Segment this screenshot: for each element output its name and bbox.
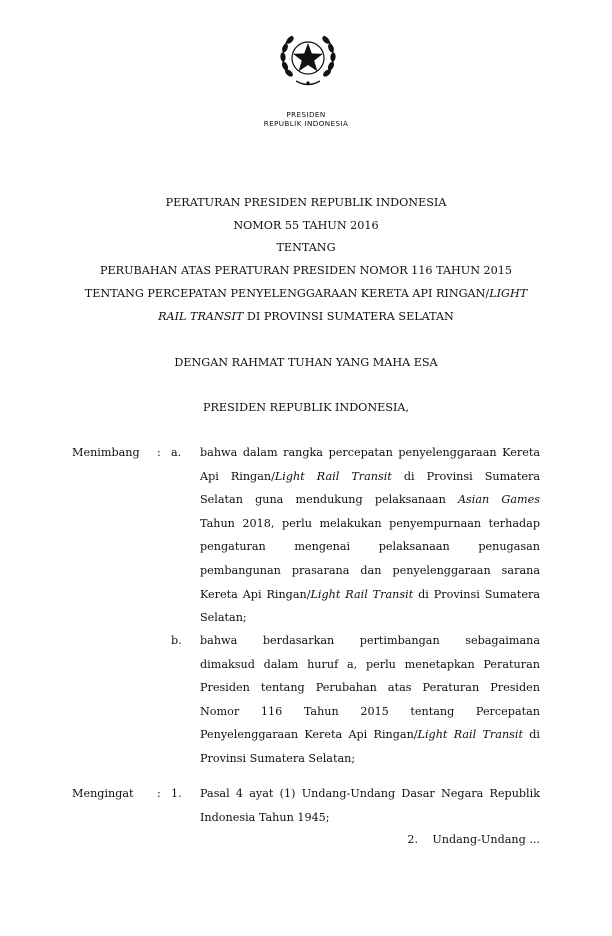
item-marker-a: a. <box>171 446 182 459</box>
section-colon: : <box>157 446 161 459</box>
presidential-emblem-icon <box>276 26 340 90</box>
legal-basis-1-text: Pasal 4 ayat (1) Undang-Undang Dasar Negara Republik Indonesia Tahun 1945; <box>200 787 540 824</box>
regulation-title: PERATURAN PRESIDEN REPUBLIK INDONESIA <box>165 196 447 209</box>
regulation-subject-line-3: RAIL TRANSIT DI PROVINSI SUMATERA SELATAN <box>158 310 454 323</box>
section-label-mengingat: Mengingat <box>72 787 134 800</box>
regulation-about: TENTANG <box>276 241 336 254</box>
section-label-menimbang: Menimbang <box>72 446 140 459</box>
issuer-line: PRESIDEN REPUBLIK INDONESIA, <box>202 401 410 414</box>
regulation-number: NOMOR 55 TAHUN 2016 <box>233 219 379 232</box>
item-marker-b: b. <box>171 634 182 647</box>
consideration-a-text: bahwa dalam rangka percepatan penyelenggaraan Kereta Api Ringan/Light Rail Transit di Provinsi Sumatera Selatan guna mendukung pelaksanaan Asian Games Tahun 2018, perlu melakukan penyempurnaan terhadap pengaturan mengenai pelaksanaan penugasan pembangunan prasarana dan penyelenggaraan sarana Kereta Api Ringan/Light Rail Transit di Provinsi Sumatera Selatan; <box>200 446 540 625</box>
letterhead-line-presiden: PRESIDEN <box>286 110 326 119</box>
next-page-reference: 2. Undang-Undang ... <box>407 833 540 846</box>
regulation-subject-line-1: PERUBAHAN ATAS PERATURAN PRESIDEN NOMOR 116 TAHUN 2015 <box>99 264 513 277</box>
invocation-line: DENGAN RAHMAT TUHAN YANG MAHA ESA <box>174 356 438 369</box>
item-marker-1: 1. <box>171 787 182 800</box>
letterhead-line-republik: REPUBLIK INDONESIA <box>263 119 349 128</box>
consideration-b-text: bahwa berdasarkan pertimbangan sebagaimana dimaksud dalam huruf a, perlu menetapkan Peraturan Presiden tentang Perubahan atas Peraturan Presiden Nomor 116 Tahun 2015 tentang Percepatan Penyelenggaraan Kereta Api Ringan/Light Rail Transit di Provinsi Sumatera Selatan; <box>200 634 540 765</box>
section-colon: : <box>157 787 161 800</box>
regulation-subject-line-2: TENTANG PERCEPATAN PENYELENGGARAAN KERETA API RINGAN/LIGHT <box>84 287 528 300</box>
